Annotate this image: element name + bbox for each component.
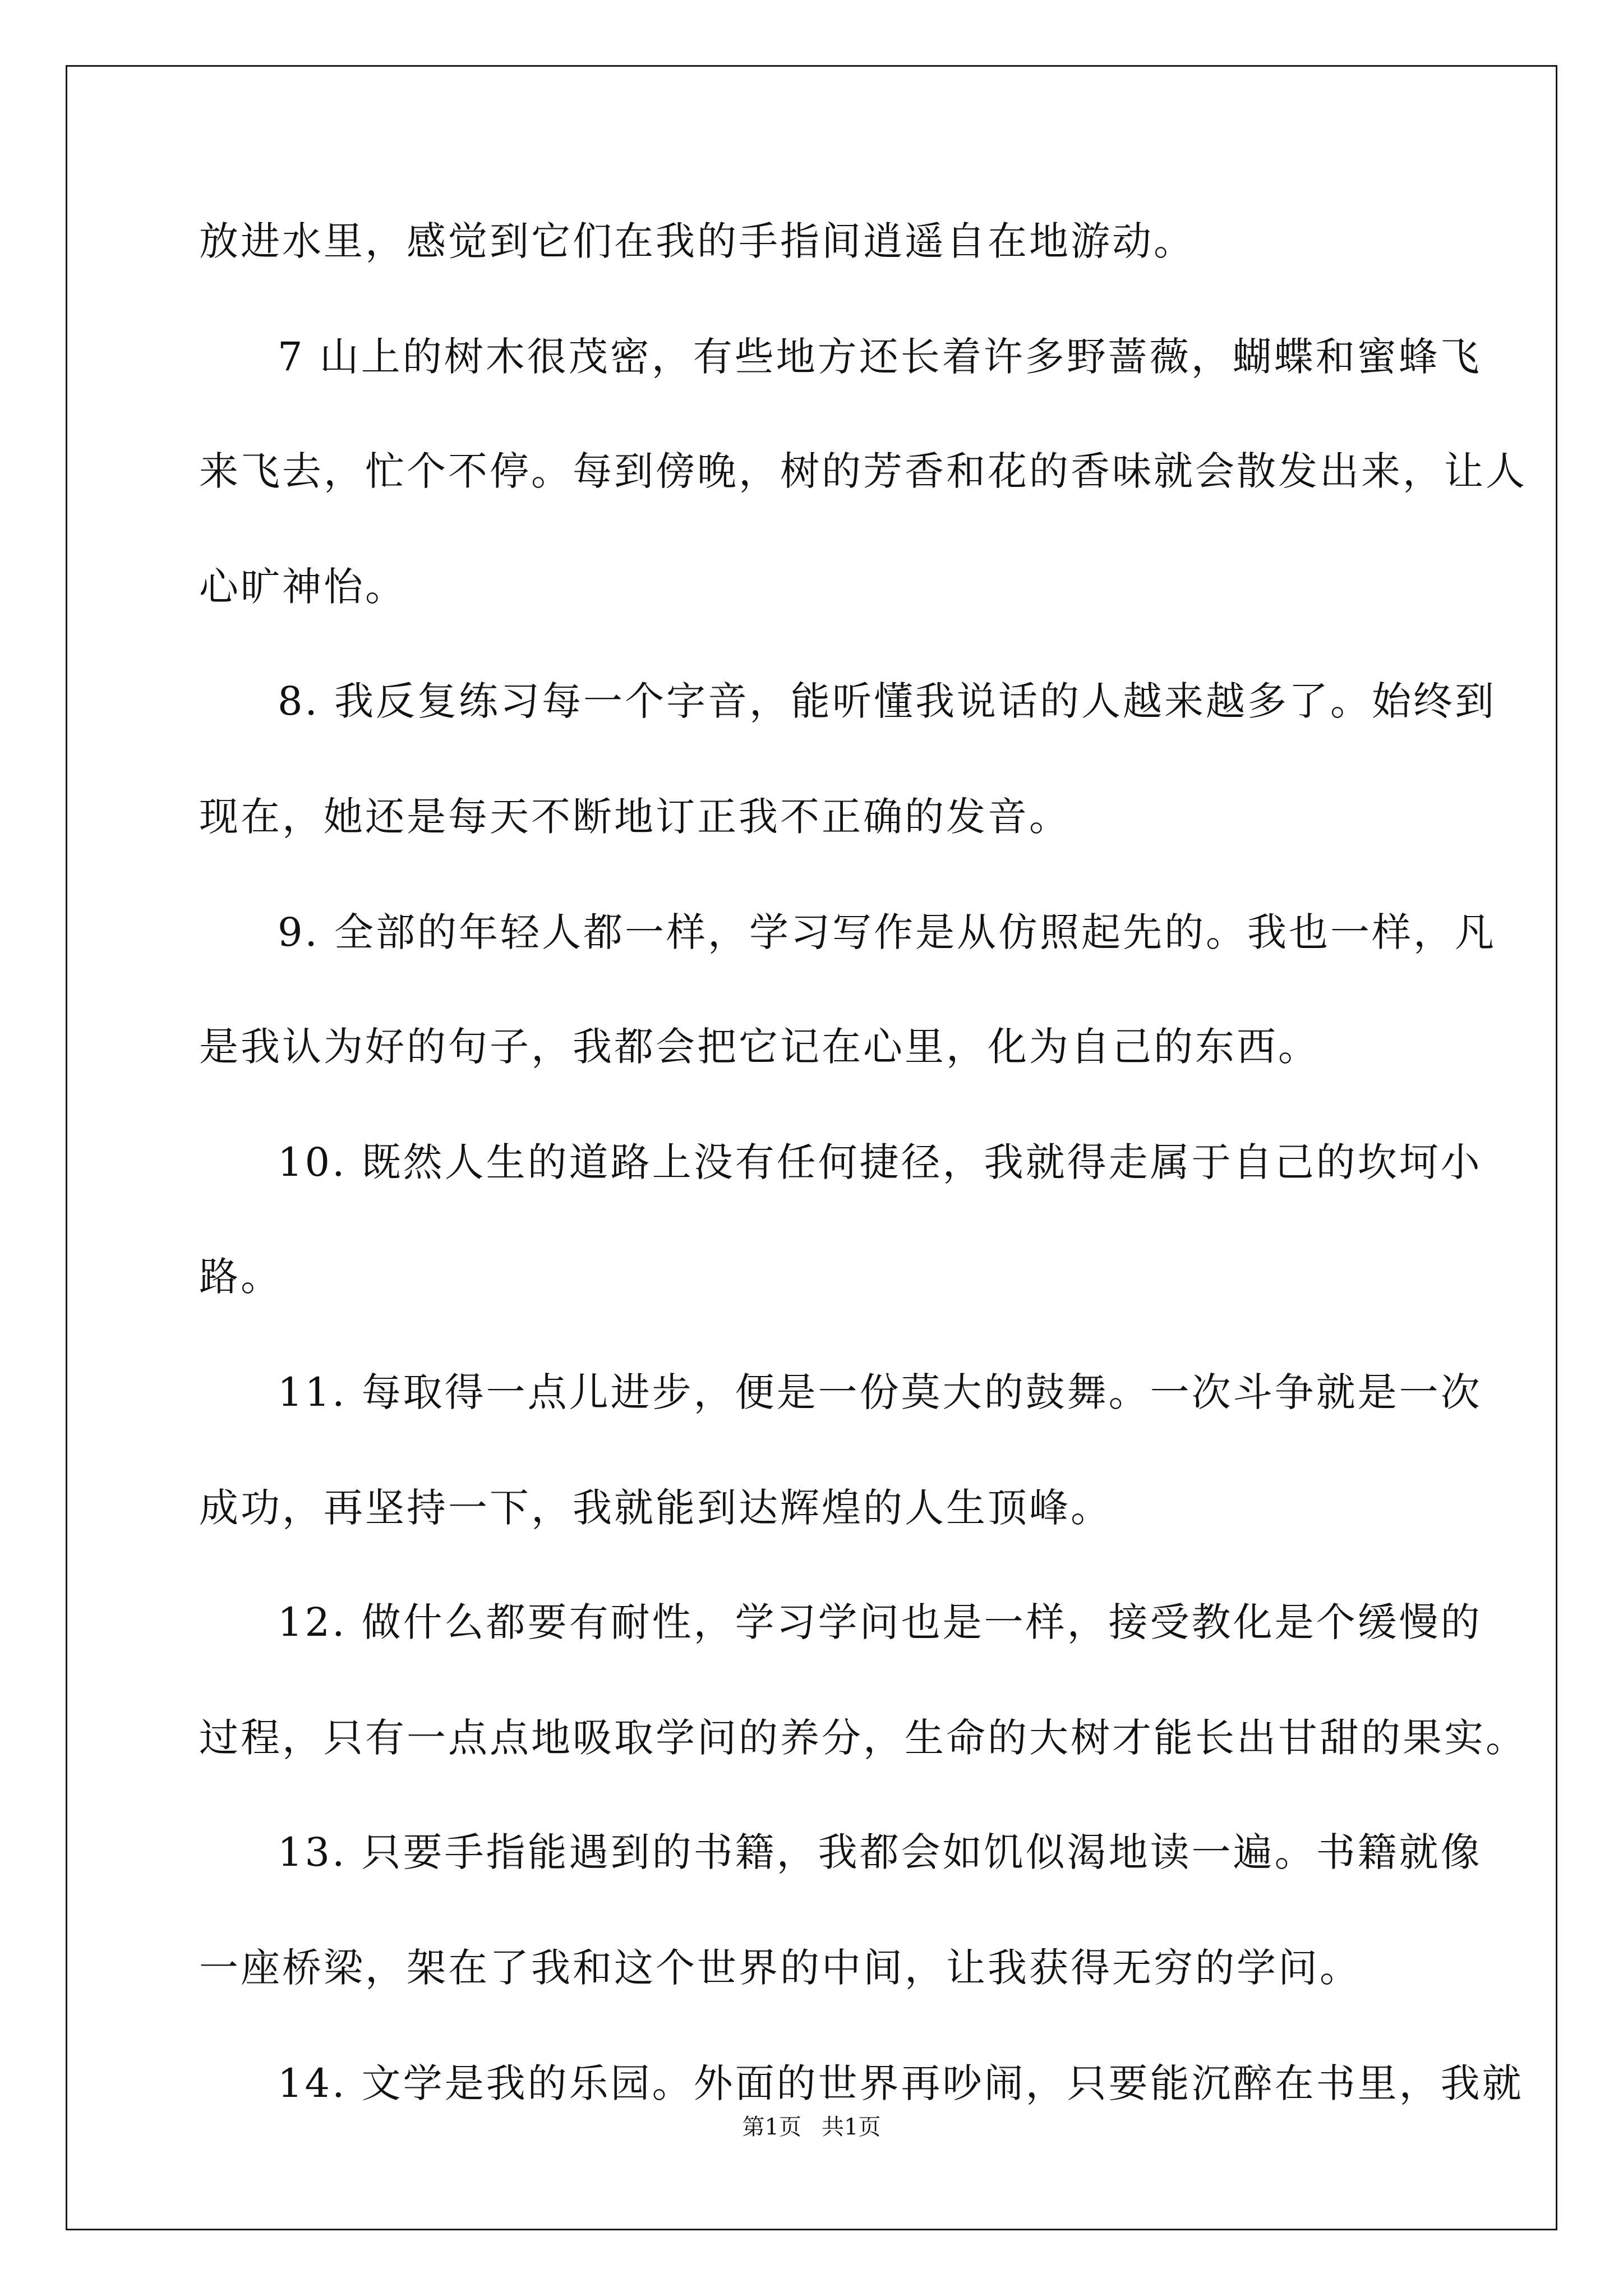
text-line: 成功，再坚持一下，我就能到达辉煌的人生顶峰。 — [199, 1485, 1112, 1531]
page-number: 第1页 — [742, 2114, 801, 2140]
text-line: 路。 — [199, 1254, 282, 1300]
text-line: 来飞去，忙个不停。每到傍晚，树的芳香和花的香味就会散发出来，让人 — [199, 448, 1527, 494]
text-line: 10. 既然人生的道路上没有任何捷径，我就得走属于自己的坎坷小 — [278, 1139, 1482, 1185]
text-line: 一座桥梁，架在了我和这个世界的中间，让我获得无穷的学问。 — [199, 1945, 1361, 1991]
text-line: 9. 全部的年轻人都一样，学习写作是从仿照起先的。我也一样，凡 — [278, 909, 1497, 955]
text-line: 心旷神怡。 — [199, 564, 407, 610]
page-footer — [0, 2110, 1623, 2144]
text-line: 7 山上的树木很茂密，有些地方还长着许多野蔷薇，蝴蝶和蜜蜂飞 — [278, 334, 1482, 380]
text-line: 13. 只要手指能遇到的书籍，我都会如饥似渴地读一遍。书籍就像 — [278, 1829, 1482, 1875]
text-line: 现在，她还是每天不断地订正我不正确的发音。 — [199, 794, 1071, 840]
text-line: 12. 做什么都要有耐性，学习学问也是一样，接受教化是个缓慢的 — [278, 1599, 1482, 1645]
text-line: 11. 每取得一点儿进步，便是一份莫大的鼓舞。一次斗争就是一次 — [278, 1369, 1482, 1415]
page-total: 共1页 — [822, 2114, 881, 2140]
text-line: 放进水里，感觉到它们在我的手指间逍遥自在地游动。 — [199, 218, 1195, 264]
text-line: 8. 我反复练习每一个字音，能听懂我说话的人越来越多了。始终到 — [278, 678, 1497, 724]
text-line: 是我认为好的句子，我都会把它记在心里，化为自己的东西。 — [199, 1024, 1320, 1070]
text-line: 过程，只有一点点地吸取学问的养分，生命的大树才能长出甘甜的果实。 — [199, 1715, 1527, 1761]
text-line: 14. 文学是我的乐园。外面的世界再吵闹，只要能沉醉在书里，我就 — [278, 2060, 1524, 2106]
